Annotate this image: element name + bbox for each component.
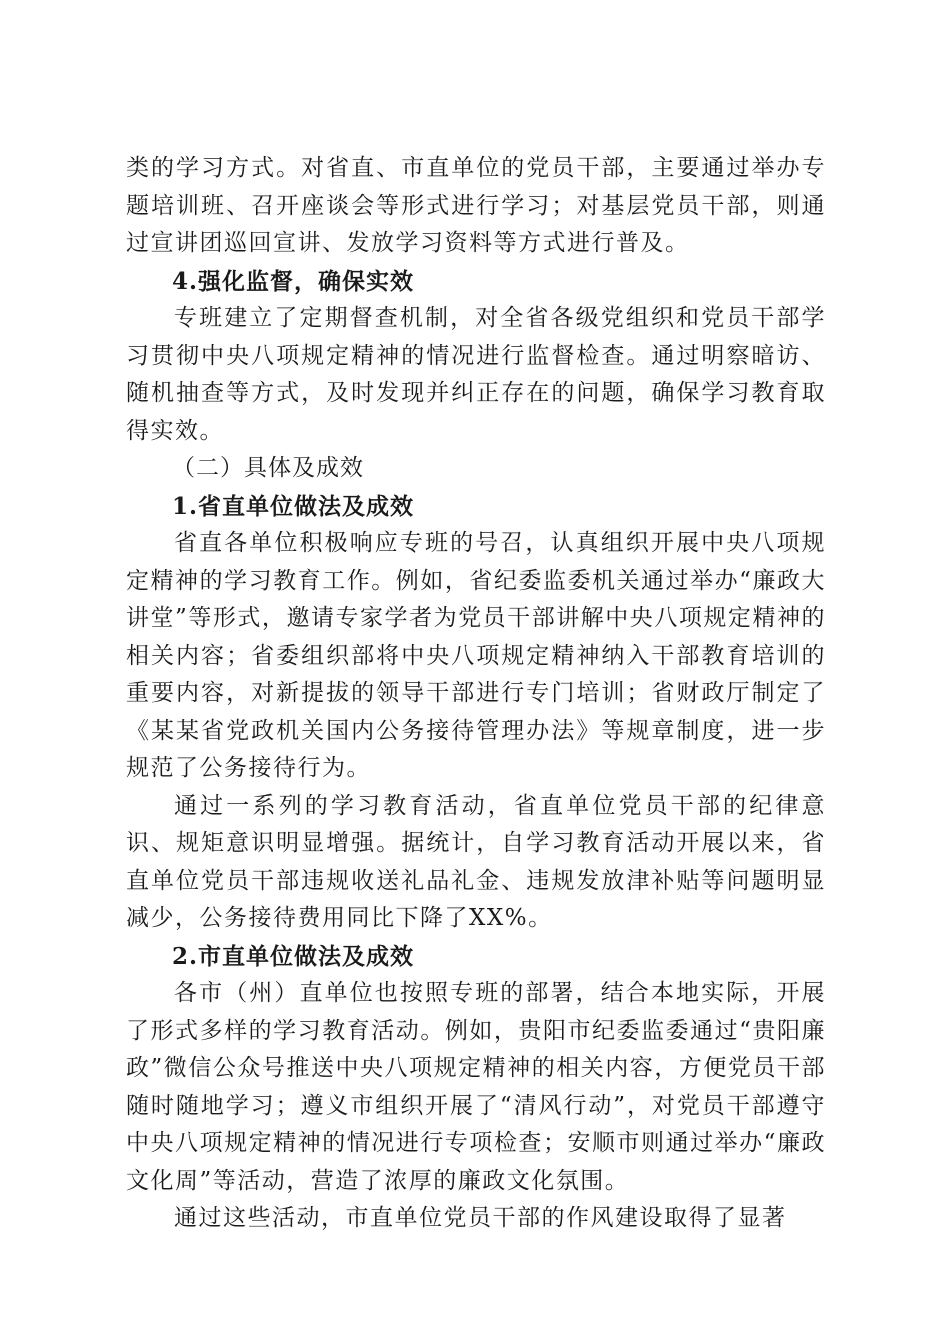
section-heading-4: 4.强化监督，确保实效 <box>172 267 415 295</box>
paragraph-municipal-practice: 各市（州）直单位也按照专班的部署，结合本地实际，开展了形式多样的学习教育活动。例如，贵阳市纪委监委通过“贵阳廉政”微信公众号推送中央八项规定精神的相关内容，方便党员干部随时随地学习；遵义市组织开展了“清风行动”，对党员干部遵守中央八项规定精神的情况进行专项检查；安顺市则通过举办“廉政文化周”等活动，营造了浓厚的廉政文化氛围。 <box>126 980 826 1194</box>
section-subheading-2: （二）具体及成效 <box>172 455 364 481</box>
paragraph-provincial-practice: 省直各单位积极响应专班的号召，认真组织开展中央八项规定精神的学习教育工作。例如，省纪委监委机关通过举办“廉政大讲堂”等形式，邀请专家学者为党员干部讲解中央八项规定精神的相关内容；省委组织部将中央八项规定精神纳入干部教育培训的重要内容，对新提拔的领导干部进行专门培训；省财政厅制定了《某某省党政机关国内公务接待管理办法》等规章制度，进一步规范了公务接待行为。 <box>126 530 826 781</box>
section-heading-2: 2.市直单位做法及成效 <box>172 942 415 970</box>
document-body <box>126 150 826 1238</box>
paragraph-provincial-results: 通过一系列的学习教育活动，省直单位党员干部的纪律意识、规矩意识明显增强。据统计，自学习教育活动开展以来，省直单位党员干部违规收送礼品礼金、违规发放津补贴等问题明显减少，公务接待费用同比下降了XX%。 <box>126 792 826 931</box>
paragraph-municipal-results: 通过这些活动，市直单位党员干部的作风建设取得了显著 <box>174 1205 787 1231</box>
paragraph-supervision: 专班建立了定期督查机制，对全省各级党组织和党员干部学习贯彻中央八项规定精神的情况进行监督检查。通过明察暗访、随机抽查等方式，及时发现并纠正存在的问题，确保学习教育取得实效。 <box>126 305 826 444</box>
section-heading-1: 1.省直单位做法及成效 <box>172 492 415 520</box>
paragraph-intro-continued: 类的学习方式。对省直、市直单位的党员干部，主要通过举办专题培训班、召开座谈会等形式进行学习；对基层党员干部，则通过宣讲团巡回宣讲、发放学习资料等方式进行普及。 <box>126 155 826 256</box>
